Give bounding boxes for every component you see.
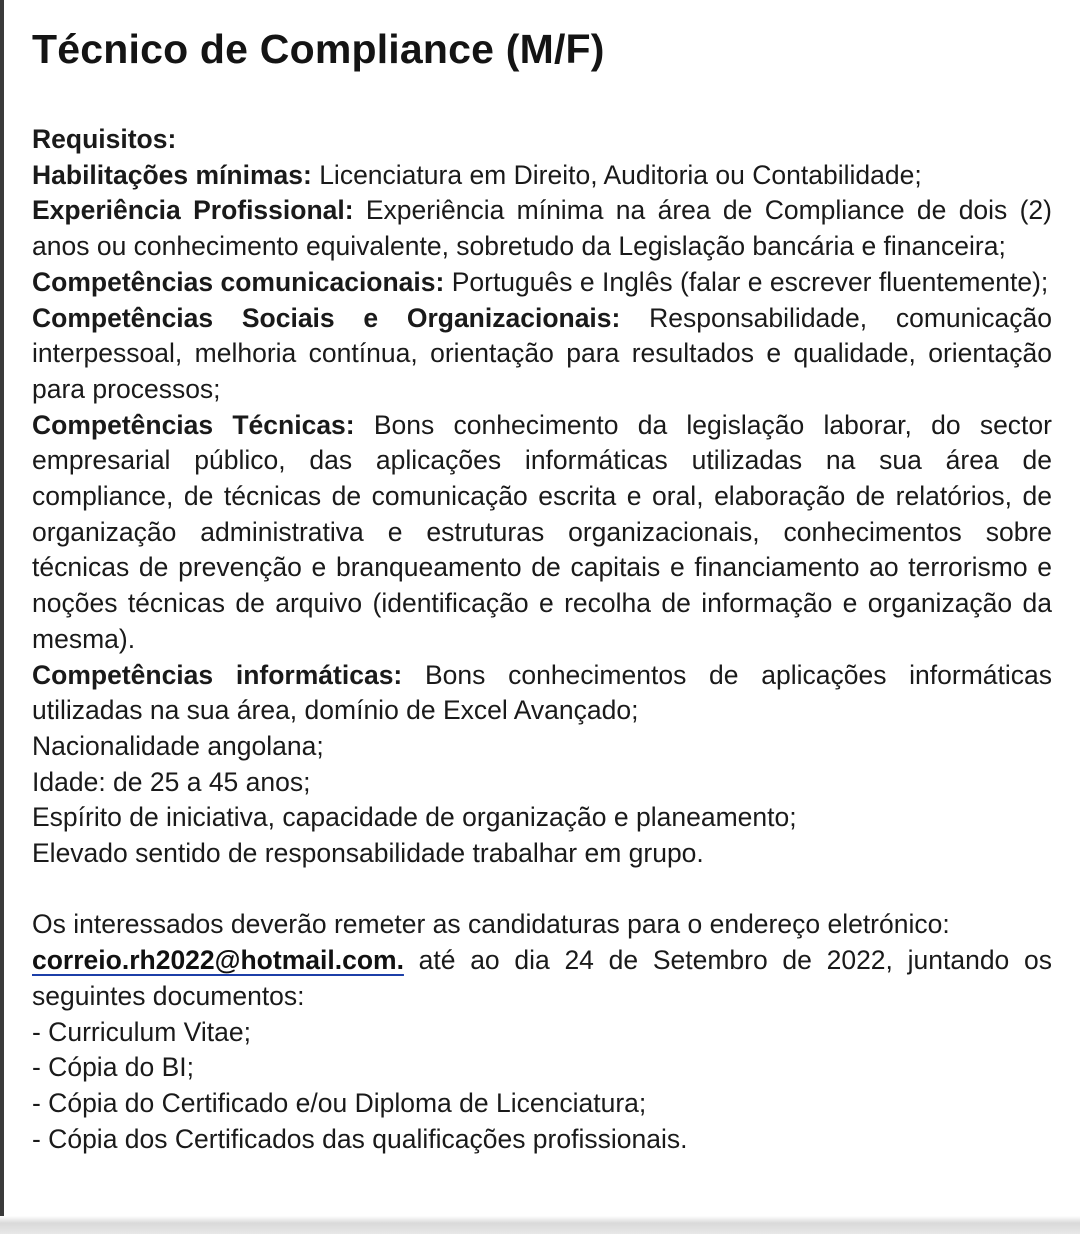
requirements-heading: Requisitos: xyxy=(32,124,177,154)
requirement-item: Competências Sociais e Organizacionais: Responsabilidade, comunicação interpessoal, melhoria contínua, orientação para resultados e qualidade, orientação para processos; xyxy=(32,302,1052,404)
requirement-item: Habilitações mínimas: Licenciatura em Direito, Auditoria ou Contabilidade; xyxy=(32,159,922,190)
application-intro: Os interessados deverão remeter as candidaturas para o endereço eletrónico: xyxy=(32,909,950,940)
requirement-item: Competências Técnicas: Bons conhecimento da legislação laborar, do sector empresarial público, das aplicações informáticas utilizadas na sua área de compliance, de técnicas de comunicação escrita e oral, elaboração de relatórios, de organização administrativa e estruturas organizacionais, conhecimentos sobre técnicas de prevenção e branqueamento de capitais e financiamento ao terrorismo e noções técnicas de arquivo (identificação e recolha de informação e organização da mesma). xyxy=(32,409,1052,654)
spacer xyxy=(32,872,1052,908)
requirement-item: Competências comunicacionais: Português e Inglês (falar e escrever fluentemente); xyxy=(32,266,1049,297)
application-details: correio.rh2022@hotmail.com. até ao dia 24 de Setembro de 2022, juntando os seguintes documentos: xyxy=(32,945,1052,1011)
document-item: - Cópia do Certificado e/ou Diploma de Licenciatura; xyxy=(32,1087,647,1118)
left-border xyxy=(0,0,4,1234)
bottom-border xyxy=(0,1216,1080,1234)
document-item: - Cópia do BI; xyxy=(32,1052,195,1083)
email-link[interactable]: correio.rh2022@hotmail.com. xyxy=(32,945,404,976)
requirement-plain: Idade: de 25 a 45 anos; xyxy=(32,766,311,797)
requirement-item: Competências informáticas: Bons conhecimentos de aplicações informáticas utilizadas na sua área, domínio de Excel Avançado; xyxy=(32,659,1053,726)
document-item: - Cópia dos Certificados das qualificações profissionais. xyxy=(32,1123,688,1154)
requirement-plain: Elevado sentido de responsabilidade trabalhar em grupo. xyxy=(32,838,704,869)
job-posting xyxy=(32,22,1052,1157)
requirement-plain: Espírito de iniciativa, capacidade de organização e planeamento; xyxy=(32,802,797,833)
page-title: Técnico de Compliance (M/F) xyxy=(32,26,605,72)
requirement-plain: Nacionalidade angolana; xyxy=(32,730,324,761)
document-item: - Curriculum Vitae; xyxy=(32,1016,251,1047)
requirement-item: Experiência Profissional: Experiência mínima na área de Compliance de dois (2) anos ou conhecimento equivalente, sobretudo da Legislação bancária e financeira; xyxy=(32,195,1052,262)
posting-body xyxy=(32,122,1052,1157)
